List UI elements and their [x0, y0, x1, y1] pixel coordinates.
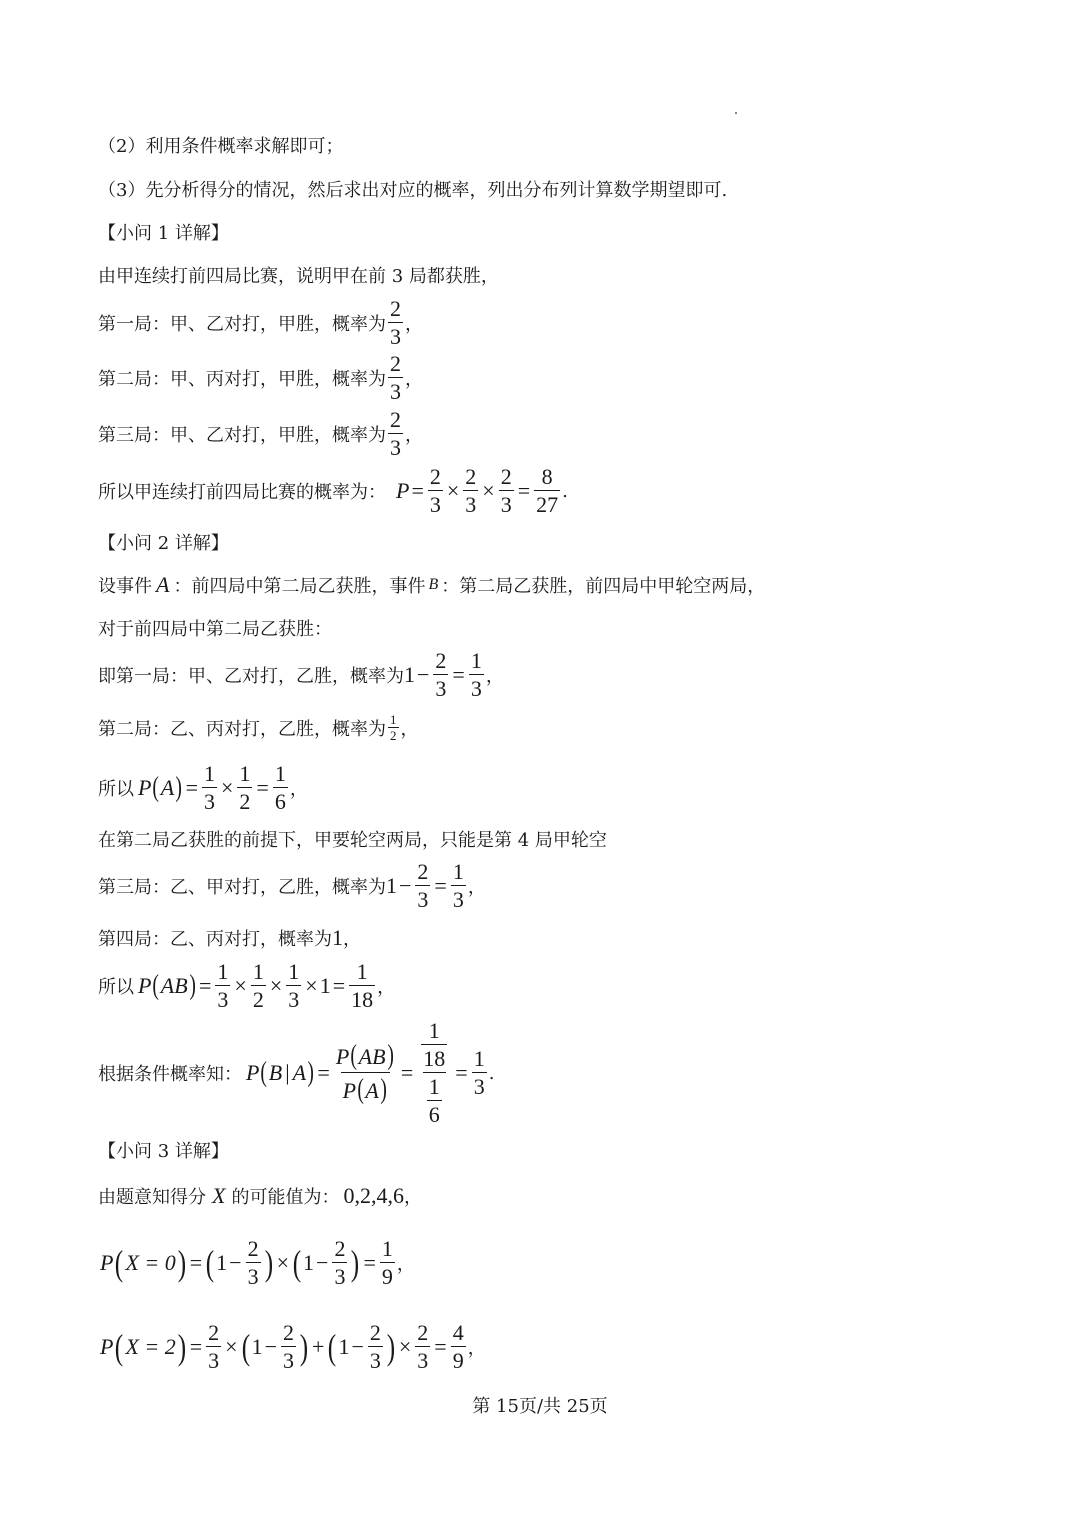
equation-line: P ( X = 0 ) = ( 1 − $\frac{2}{3}$ ) × ( 1 − $\frac{2}{3}$ ) = $\frac{1}{9}$ ， — [100, 1236, 415, 1289]
text-line: 根据条件概率知： P ( B | A ) = $\frac{P(AB)}{P(A)}$ = $\frac{\frac{1}{18}}{\frac{1}{6}}$ = $\frac{1}{3}$ . — [98, 1018, 495, 1127]
text-line: 由甲连续打前四局比赛，说明甲在前 3 局都获胜， — [98, 266, 499, 287]
text-line: 所以 P ( A ) = $\frac{1}{3}$ × $\frac{1}{2}$ = $\frac{1}{6}$ ， — [98, 761, 308, 814]
text-line: 对于前四局中第二局乙获胜： — [98, 619, 332, 640]
text-line: 第二局：乙、丙对打，乙胜，概率为 $\frac{1}{2}$ ， — [98, 712, 419, 743]
text-line: 即第一局：甲、乙对打，乙胜，概率为 1 − $\frac{2}{3}$ = $\frac{1}{3}$ ， — [98, 648, 504, 701]
text-line: 在第二局乙获胜的前提下，甲要轮空两局，只能是第 4 局甲轮空 — [98, 830, 607, 851]
text-line: 所以甲连续打前四局比赛的概率为： P = $\frac{2}{3}$ × $\frac{2}{3}$ × $\frac{2}{3}$ = $\frac{8}{27}$ . — [98, 464, 568, 517]
text-line: （2）利用条件概率求解即可； — [98, 136, 344, 157]
scan-speck — [735, 112, 737, 114]
text-line: 第三局：甲、乙对打，甲胜，概率为 $\frac{2}{3}$ ， — [98, 407, 423, 460]
fraction: $\frac{2}{3}$ — [390, 351, 401, 404]
fraction: $\frac{2}{3}$ — [390, 407, 401, 460]
text-line: 第二局：甲、丙对打，甲胜，概率为 $\frac{2}{3}$ ， — [98, 351, 423, 404]
section-heading: 【小问 3 详解】 — [98, 1141, 229, 1162]
text-line: 第三局：乙、甲对打，乙胜，概率为 1 − $\frac{2}{3}$ = $\frac{1}{3}$ ， — [98, 859, 486, 912]
equation-line: P ( X = 2 ) = $\frac{2}{3}$ × ( 1 − $\frac{2}{3}$ ) + ( 1 − $\frac{2}{3}$ ) × $\frac{2}{3}$ = $\frac{4}{9}$ ， — [100, 1320, 486, 1373]
section-heading: 【小问 1 详解】 — [98, 223, 229, 244]
text-line: 第一局：甲、乙对打，甲胜，概率为 $\frac{2}{3}$ ， — [98, 296, 423, 349]
fraction: $\frac{2}{3}$ — [390, 296, 401, 349]
page-footer: 第 15页/共 25页 — [472, 1396, 608, 1417]
section-heading: 【小问 2 详解】 — [98, 533, 229, 554]
text-line: 所以 P ( AB ) = $\frac{1}{3}$ × $\frac{1}{2}$ × $\frac{1}{3}$ × 1 = $\frac{1}{18}$ ， — [98, 959, 396, 1012]
text-line: 第四局：乙、丙对打，概率为 1 ， — [98, 925, 361, 950]
text-line: （3）先分析得分的情况，然后求出对应的概率，列出分布列计算数学期望即可. — [98, 180, 728, 201]
text-line: 由题意知得分 X 的可能值为： 0,2,4,6 ， — [98, 1183, 422, 1208]
text-line: 设事件 A ：前四局中第二局乙获胜，事件 B ：第二局乙获胜，前四局中甲轮空两局， — [98, 572, 766, 597]
